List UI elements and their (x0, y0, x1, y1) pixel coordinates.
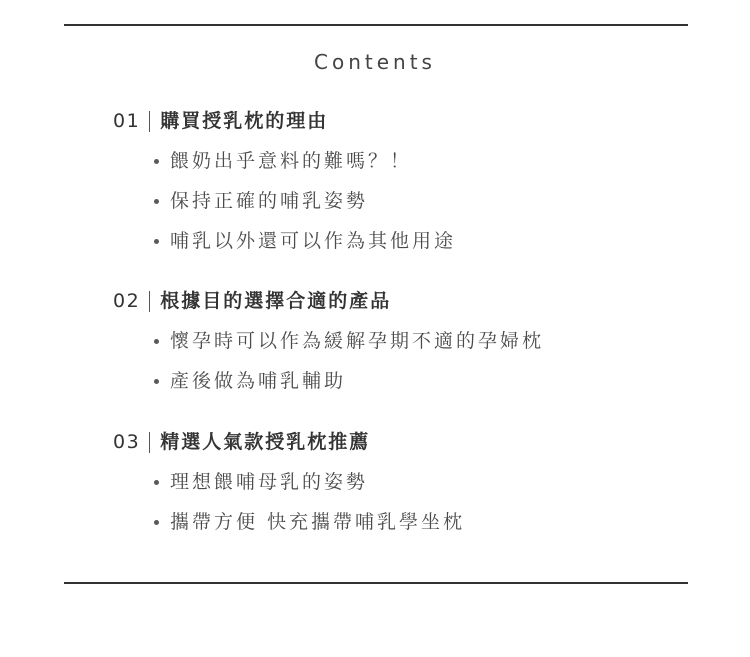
section-separator (149, 432, 150, 453)
bottom-divider (64, 582, 688, 584)
top-divider (64, 24, 688, 26)
toc-section-heading[interactable] (113, 428, 713, 456)
bullet-icon (154, 239, 159, 244)
section-number: 01 (113, 110, 141, 132)
subsection-item[interactable] (113, 367, 713, 395)
subsection-item[interactable] (113, 508, 713, 536)
subsection-list (113, 147, 713, 255)
contents-title: Contents (314, 50, 436, 74)
subsection-item[interactable] (113, 468, 713, 496)
toc-section-01 (113, 107, 713, 255)
section-title: 根據目的選擇合適的產品 (160, 290, 392, 312)
subsection-list (113, 468, 713, 536)
toc-section-02 (113, 287, 713, 395)
bullet-icon (154, 159, 159, 164)
section-separator (149, 111, 150, 132)
subsection-item[interactable] (113, 227, 713, 255)
subsection-label: 理想餵哺母乳的姿勢 (170, 471, 369, 493)
bullet-icon (154, 339, 159, 344)
bullet-icon (154, 480, 159, 485)
toc-section-heading[interactable] (113, 107, 713, 135)
section-title: 購買授乳枕的理由 (160, 110, 329, 132)
subsection-item[interactable] (113, 327, 713, 355)
subsection-label: 保持正確的哺乳姿勢 (170, 190, 369, 212)
section-separator (149, 291, 150, 312)
bullet-icon (154, 199, 159, 204)
bullet-icon (154, 520, 159, 525)
toc-section-03 (113, 428, 713, 536)
subsection-list (113, 327, 713, 395)
subsection-label: 餵奶出乎意料的難嗎？！ (170, 150, 413, 172)
toc-section-heading[interactable] (113, 287, 713, 315)
section-number: 03 (113, 431, 141, 453)
subsection-label: 懷孕時可以作為緩解孕期不適的孕婦枕 (170, 330, 545, 352)
subsection-label: 攜帶方便 快充攜帶哺乳學坐枕 (170, 511, 466, 533)
section-number: 02 (113, 290, 141, 312)
section-title: 精選人氣款授乳枕推薦 (160, 431, 371, 453)
subsection-label: 哺乳以外還可以作為其他用途 (170, 230, 457, 252)
bullet-icon (154, 379, 159, 384)
subsection-item[interactable] (113, 147, 713, 175)
subsection-label: 產後做為哺乳輔助 (170, 370, 347, 392)
subsection-item[interactable] (113, 187, 713, 215)
